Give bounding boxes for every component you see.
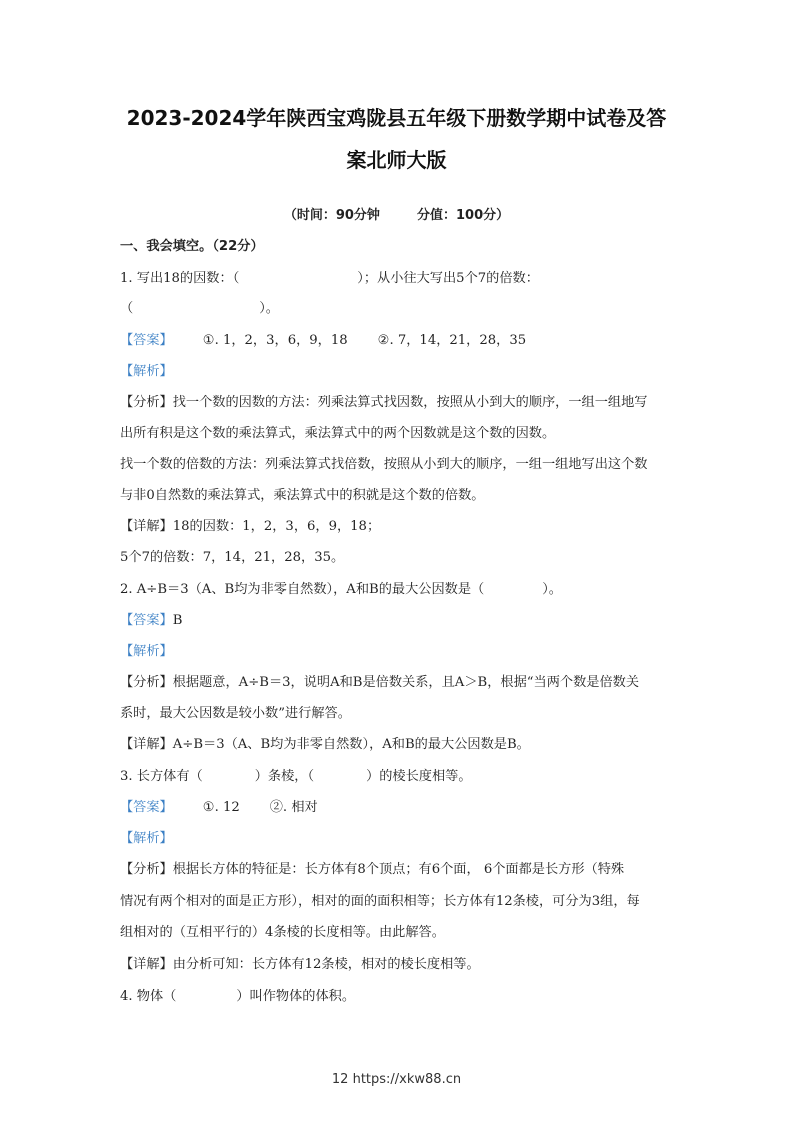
detail-1-line-2: 5个7的倍数：7，14，21，28，35。 (120, 550, 345, 565)
jiexi-tag-3: 【解析】 (120, 831, 173, 846)
answer-tag: 【答案】 (120, 613, 173, 628)
answer-3: 【答案】 ①. 12 ②. 相对 (120, 800, 318, 815)
exam-meta (0, 207, 793, 225)
question-3: 3. 长方体有（ ）条棱，（ ）的棱长度相等。 (120, 769, 472, 784)
section-heading: 一、我会填空。（22分） (120, 239, 264, 254)
answer-2: 【答案】B (120, 613, 183, 628)
jiexi-tag-1: 【解析】 (120, 364, 173, 379)
page-title-line-2: 案北师大版 (346, 148, 447, 172)
jiexi-tag-2: 【解析】 (120, 644, 173, 659)
exam-time: （时间：90分钟 (283, 208, 380, 223)
question-1-line-2: （ ）。 (120, 301, 279, 316)
question-1: 1. 写出18的因数：（ ）；从小往大写出5个7的倍数： (120, 271, 539, 286)
question-2: 2. A÷B＝3（A、B均为非零自然数），A和B的最大公因数是（ ）。 (120, 582, 562, 597)
analysis-2-line-2: 系时，最大公因数是较小数”进行解答。 (120, 706, 351, 721)
analysis-1-line-2: 出所有积是这个数的乘法算式，乘法算式中的两个因数就是这个数的因数。 (120, 426, 556, 441)
analysis-3-line-2: 情况有两个相对的面是正方形），相对的面的面积相等；长方体有12条棱，可分为3组，每 (120, 894, 640, 909)
analysis-1-line-1: 【分析】找一个数的因数的方法：列乘法算式找因数，按照从小到大的顺序，一组一组地写 (120, 395, 648, 410)
analysis-3-line-1: 【分析】根据长方体的特征是：长方体有8个顶点；有6个面， 6个面都是长方形（特殊 (120, 862, 625, 877)
page-footer: 12 https://xkw88.cn (331, 1072, 462, 1087)
question-4: 4. 物体（ ）叫作物体的体积。 (120, 989, 356, 1004)
answer-tag: 【答案】 (120, 800, 173, 815)
detail-3: 【详解】由分析可知：长方体有12条棱，相对的棱长度相等。 (120, 957, 480, 972)
detail-1-line-1: 【详解】18的因数：1，2，3，6，9，18； (120, 519, 381, 534)
analysis-2-line-1: 【分析】根据题意，A÷B＝3，说明A和B是倍数关系，且A＞B，根据“当两个数是倍数关 (120, 675, 640, 690)
detail-2: 【详解】A÷B＝3（A、B均为非零自然数），A和B的最大公因数是B。 (120, 737, 530, 752)
analysis-1-line-3: 找一个数的倍数的方法：列乘法算式找倍数，按照从小到大的顺序，一组一组地写出这个数 (120, 457, 648, 472)
analysis-1-line-4: 与非0自然数的乘法算式，乘法算式中的积就是这个数的倍数。 (120, 488, 485, 503)
answer-1: 【答案】 ①. 1，2，3，6，9，18 ②. 7，14，21，28，35 (120, 333, 527, 348)
page-title-line-1: 2023-2024学年陕西宝鸡陇县五年级下册数学期中试卷及答 (126, 106, 667, 130)
exam-score: 分值：100分） (417, 208, 510, 223)
analysis-3-line-3: 组相对的（互相平行的）4条棱的长度相等。由此解答。 (120, 925, 445, 940)
answer-tag: 【答案】 (120, 333, 173, 348)
